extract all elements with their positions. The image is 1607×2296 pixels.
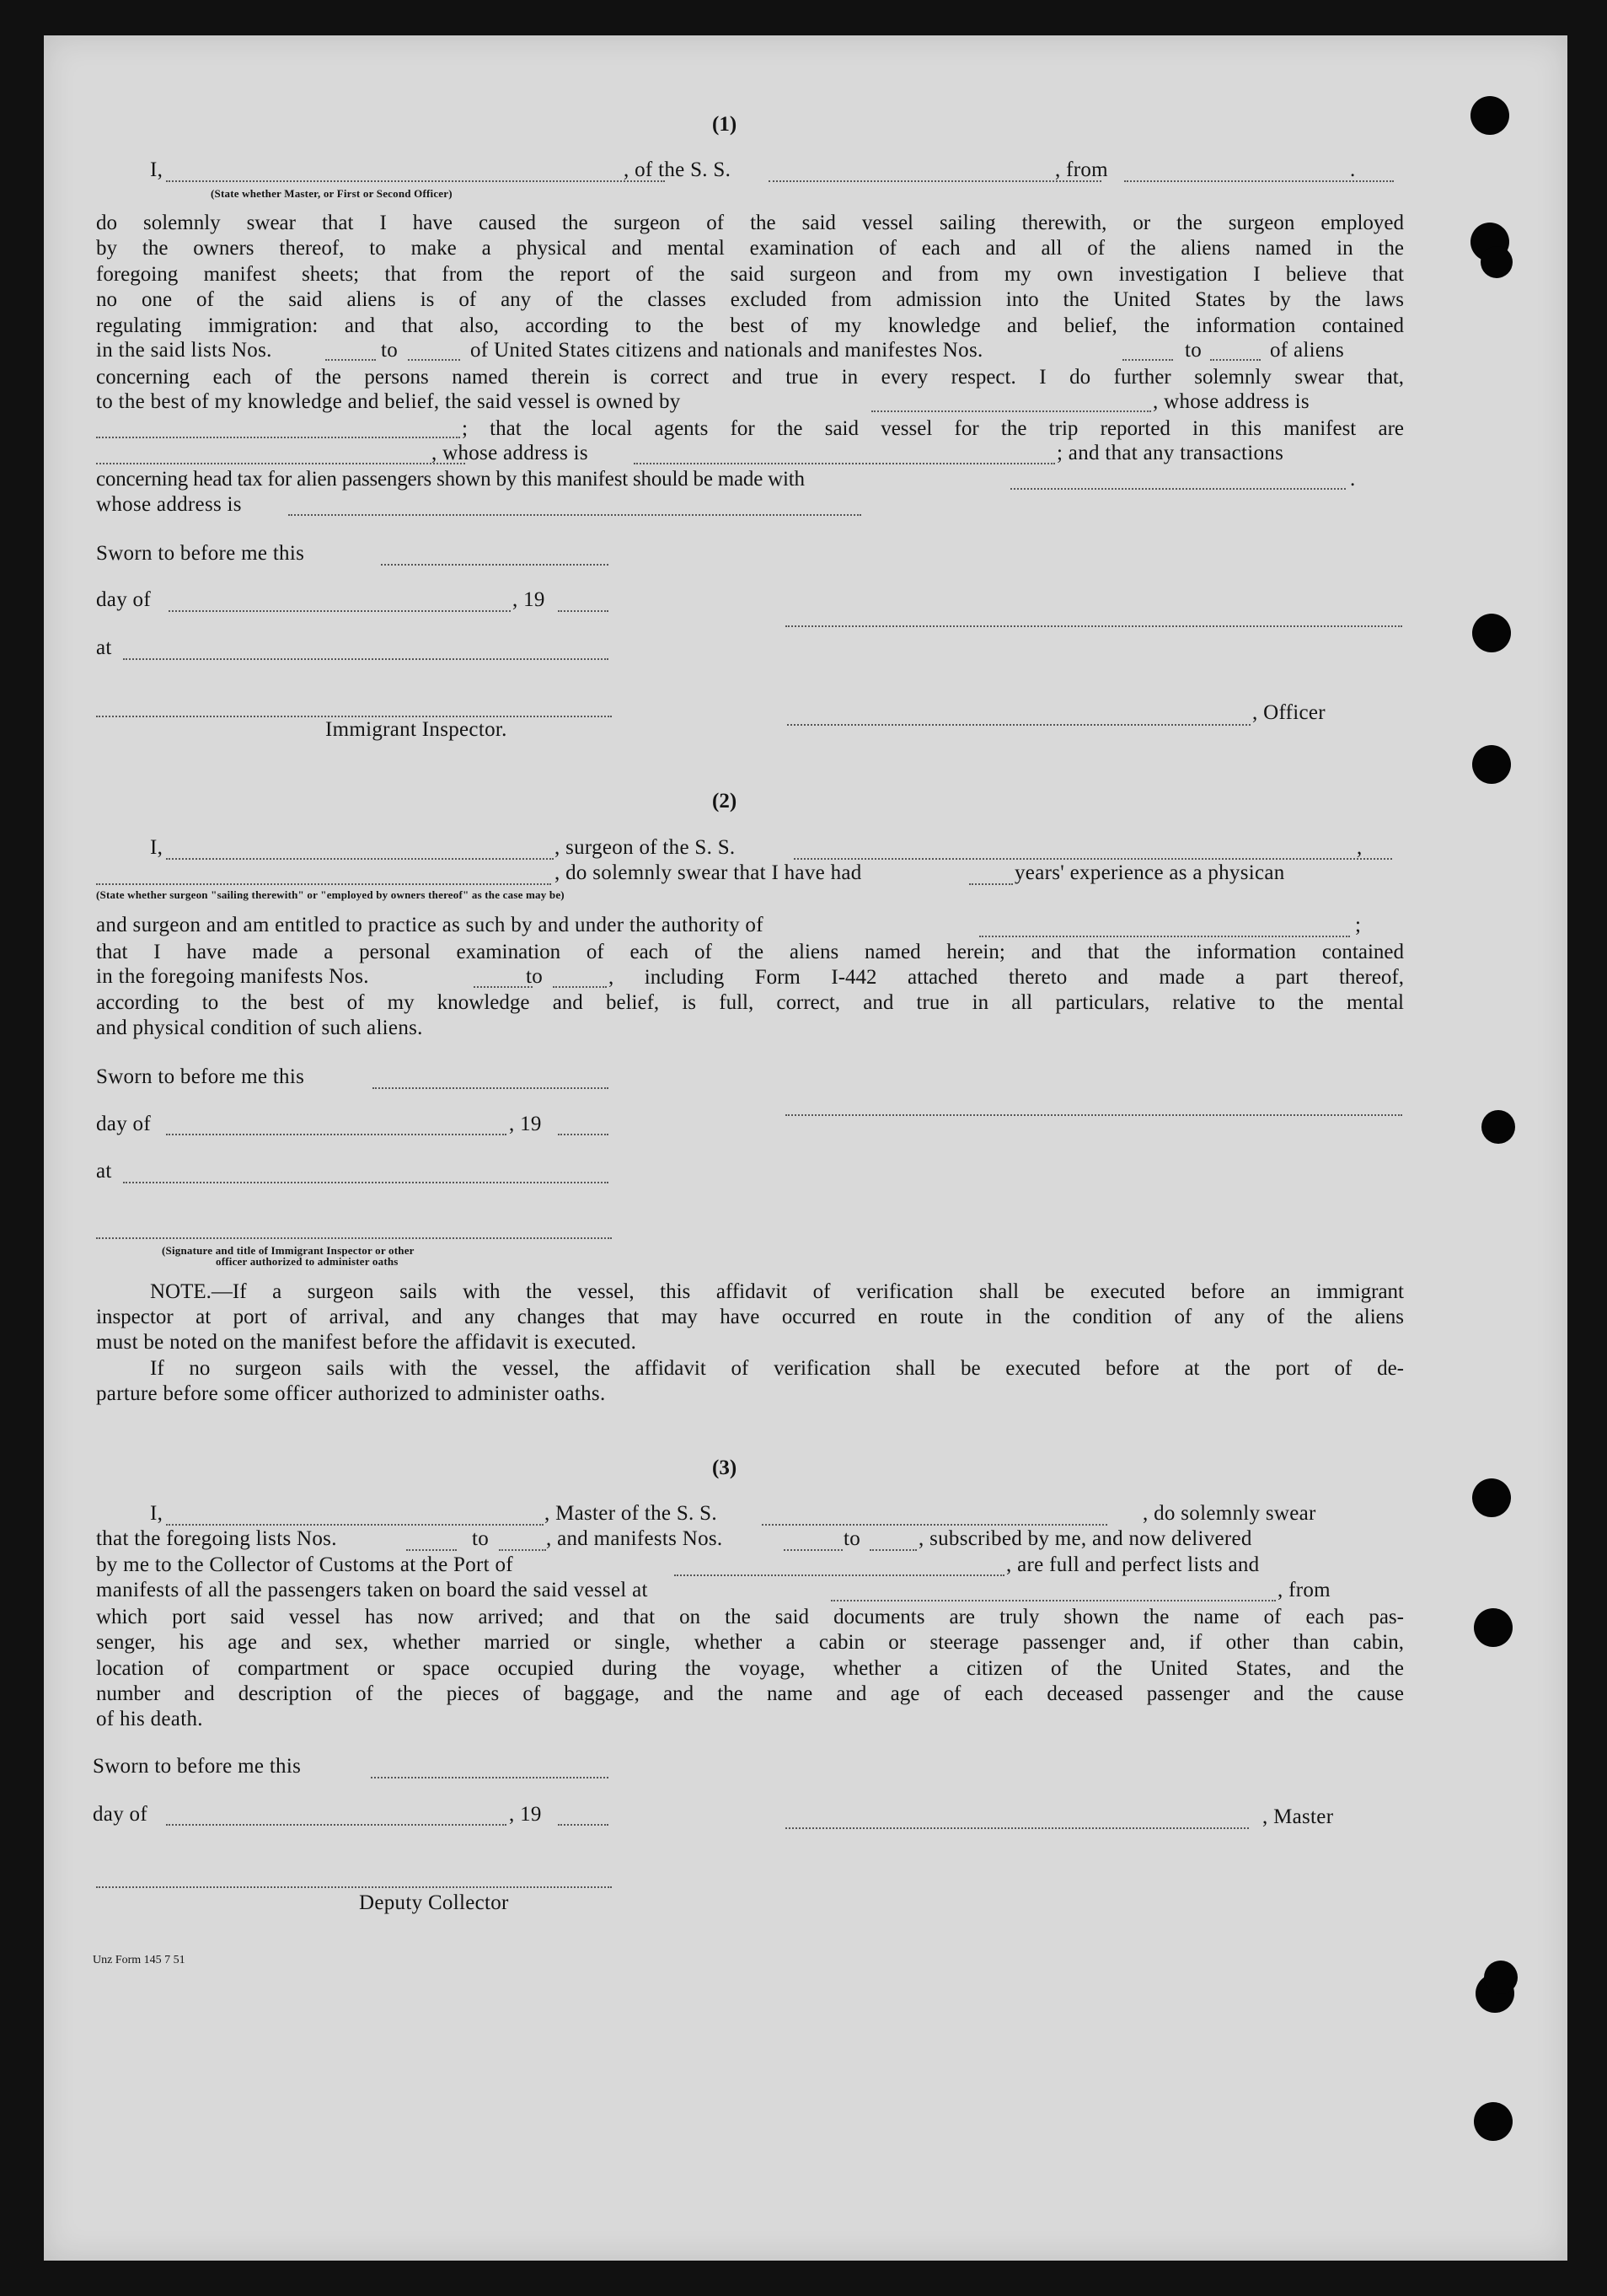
s1-line10-b: ; and that any transactions [1057, 442, 1284, 464]
s2-year: , 19 [509, 1113, 542, 1135]
s1-inspector: Immigrant Inspector. [325, 718, 507, 741]
s2-surgeon-name-blank [166, 858, 554, 860]
s2-experience: years' experience as a physican [1015, 861, 1285, 884]
s1-from: , from [1055, 158, 1108, 181]
punch-hole [1472, 745, 1511, 784]
s1-body-line-9: ; that the local agents for the said vessel for the trip reported in this manifest are [462, 417, 1404, 440]
s2-year-blank [558, 1134, 608, 1135]
s2-sworn: Sworn to before me this [96, 1065, 305, 1088]
s1-at: at [96, 636, 112, 659]
form-id: Unz Form 145 7 51 [93, 1954, 185, 1966]
s2-at: at [96, 1160, 112, 1183]
s1-lists-from-blank [325, 359, 376, 361]
s2-swear: , do solemnly swear that I have had [554, 861, 862, 884]
s3-sworn: Sworn to before me this [93, 1755, 302, 1778]
s1-period: . [1350, 158, 1356, 181]
s1-line8-b: , whose address is [1153, 390, 1310, 413]
s1-line6-e: of aliens [1270, 339, 1345, 362]
s1-agents-address-blank [634, 463, 1055, 464]
s1-body-line-4: no one of the said aliens is of any of the classes excluded from admission into the United States by the laws [96, 288, 1404, 311]
s1-officer-rank-blank [166, 180, 665, 182]
s3-port-blank [674, 1574, 1004, 1576]
s1-vessel-blank [769, 180, 1101, 182]
s3-body-line-2: senger, his age and sex, whether married or single, whether a cabin or steerage passenger and, if other than cabin, [96, 1631, 1404, 1654]
s2-line5-b: to [526, 965, 544, 988]
s1-year: , 19 [512, 588, 545, 611]
s2-day-blank [166, 1134, 506, 1135]
punch-hole [1472, 614, 1511, 652]
s3-collector-signature-blank [96, 1886, 612, 1888]
s1-officer-signature-blank-2 [787, 724, 1251, 726]
s3-body-line-4: number and description of the pieces of baggage, and the name and age of each deceased passenger and the cause [96, 1682, 1404, 1705]
s1-line6-c: of United States citizens and nationals and manifestes Nos. [470, 339, 983, 362]
punch-hole [1472, 1478, 1511, 1517]
s3-day-blank [166, 1824, 506, 1826]
punch-hole [1474, 1608, 1513, 1647]
s2-line5-a: in the foregoing manifests Nos. [96, 965, 369, 988]
s3-line4-b: , from [1278, 1579, 1331, 1601]
s2-line3-end: ; [1355, 914, 1362, 936]
s2-surgeon-of: , surgeon of the S. S. [554, 836, 736, 859]
s2-comma: , [1357, 836, 1363, 859]
s2-note-line-2: inspector at port of arrival, and any changes that may have occurred en route in the condition of any of the aliens [96, 1306, 1404, 1328]
s1-owner-address-blank [96, 437, 460, 438]
s2-surgeon-signature-blank [785, 1114, 1402, 1116]
s1-line10-a: , whose address is [431, 442, 588, 464]
section-3-heading: (3) [712, 1456, 737, 1479]
s3-lists-from-blank [406, 1549, 457, 1551]
s1-inspector-signature-blank [96, 716, 612, 717]
s1-manifests-to-blank [1210, 359, 1261, 361]
s3-manifests-from-blank [784, 1549, 843, 1551]
s3-lists-to-blank [499, 1549, 546, 1551]
s2-inspector-signature-blank [96, 1237, 612, 1239]
s3-deputy: Deputy Collector [359, 1891, 509, 1914]
s2-line6: according to the best of my knowledge and belief, is full, correct, and true in all particulars, relative to the mental [96, 991, 1404, 1014]
s3-day-of: day of [93, 1803, 147, 1826]
punch-hole [1470, 96, 1509, 135]
s3-body-line-3: location of compartment or space occupied during the voyage, whether a citizen of the United States, and the [96, 1657, 1404, 1680]
s2-note2-line-1: If no surgeon sails with the vessel, the affidavit of verification shall be executed before at the port of de- [150, 1357, 1404, 1380]
s1-year-blank [558, 610, 608, 612]
s3-year-blank [558, 1824, 608, 1826]
s1-body-line-1: do solemnly swear that I have caused the surgeon of the said vessel sailing therewith, or the surgeon employed [96, 212, 1404, 234]
s3-line2-e: , subscribed by me, and now delivered [919, 1527, 1252, 1550]
s2-signature-note-2: officer authorized to administer oaths [216, 1255, 399, 1268]
s3-swear: , do solemnly swear [1143, 1502, 1316, 1525]
s2-note-line-1: NOTE.—If a surgeon sails with the vessel, this affidavit of verification shall be executed before an immigrant [150, 1280, 1404, 1303]
s3-line2-a: that the foregoing lists Nos. [96, 1527, 337, 1550]
s3-master-name-blank [166, 1524, 544, 1526]
punch-hole [1481, 246, 1513, 278]
s2-status-note: (State whether surgeon "sailing therewith" or "employed by owners thereof" as the case may be) [96, 888, 565, 901]
s2-vessel-blank [794, 858, 1392, 860]
s1-line12: whose address is [96, 493, 242, 516]
s1-day-of: day of [96, 588, 151, 611]
s3-line3-b: , are full and perfect lists and [1006, 1553, 1260, 1576]
s1-headtax-address-blank [288, 514, 861, 516]
s2-note-line-3: must be noted on the manifest before the affidavit is executed. [96, 1331, 637, 1354]
s3-master-of: , Master of the S. S. [544, 1502, 717, 1525]
s1-line11: concerning head tax for alien passengers shown by this manifest should be made with [96, 468, 805, 491]
s2-line4: that I have made a personal examination of each of the aliens named herein; and that the information contained [96, 941, 1404, 963]
s3-departure-port-blank [831, 1600, 1276, 1601]
s2-signature-note-1: (Signature and title of Immigrant Inspector or other [162, 1244, 415, 1257]
s2-i: I, [150, 836, 163, 859]
s1-headtax-blank [1010, 488, 1346, 490]
s1-line6-d: to [1185, 339, 1203, 362]
s1-at-blank [123, 658, 608, 660]
s1-sworn-blank [381, 564, 608, 566]
s1-body-line-7: concerning each of the persons named therein is correct and true in every respect. I do further solemnly swear that, [96, 366, 1404, 389]
punch-hole [1484, 1961, 1518, 1994]
s2-manifests-to-blank [553, 986, 607, 988]
s2-sworn-blank [372, 1087, 608, 1089]
s1-body-line-2: by the owners thereof, to make a physical and mental examination of each and all of the aliens named in the [96, 237, 1404, 260]
s1-agents-blank [96, 463, 465, 464]
s3-line2-c: , and manifests Nos. [546, 1527, 723, 1550]
s1-body-line-5: regulating immigration: and that also, according to the best of my knowledge and belief, the information contained [96, 314, 1404, 337]
s3-manifests-to-blank [870, 1549, 917, 1551]
s2-line5-c: , including Form I-442 attached thereto and made a part thereof, [608, 966, 1404, 989]
s1-body-line-3: foregoing manifest sheets; that from the report of the said surgeon and from my own investigation I believe that [96, 263, 1404, 286]
s3-line4-a: manifests of all the passengers taken on board the said vessel at [96, 1579, 648, 1601]
section-1-heading: (1) [712, 113, 737, 136]
s1-line6-a: in the said lists Nos. [96, 339, 272, 362]
s2-at-blank [123, 1182, 608, 1183]
s3-year: , 19 [509, 1803, 542, 1826]
s1-line11-end: . [1350, 468, 1356, 491]
section-2-heading: (2) [712, 790, 737, 813]
s2-note2-line-2: parture before some officer authorized to administer oaths. [96, 1382, 606, 1405]
s3-vessel-blank [762, 1524, 1107, 1526]
s2-day-of: day of [96, 1113, 151, 1135]
s3-body-line-1: which port said vessel has now arrived; and that on the said documents are truly shown the name of each pas- [96, 1606, 1404, 1628]
s1-i: I, [150, 158, 163, 181]
manifest-affidavit-page [44, 35, 1567, 2261]
s3-line2-d: to [844, 1527, 861, 1550]
s3-line2-b: to [472, 1527, 490, 1550]
s2-manifests-from-blank [474, 986, 533, 988]
s3-line3-a: by me to the Collector of Customs at the Port of [96, 1553, 513, 1576]
s1-officer: , Officer [1252, 701, 1326, 724]
s2-sailing-status-blank [96, 883, 551, 885]
s1-line6-b: to [381, 339, 399, 362]
s1-of-ss: , of the S. S. [624, 158, 731, 181]
s1-line8-a: to the best of my knowledge and belief, the said vessel is owned by [96, 390, 681, 413]
s2-line7: and physical condition of such aliens. [96, 1017, 423, 1039]
s3-sworn-blank [371, 1777, 608, 1778]
s3-i: I, [150, 1502, 163, 1525]
s1-manifests-from-blank [1122, 359, 1173, 361]
s1-sworn: Sworn to before me this [96, 542, 305, 565]
s1-lists-to-blank [408, 359, 460, 361]
s2-years-blank [969, 883, 1013, 885]
s3-master: , Master [1262, 1805, 1334, 1828]
s1-officer-signature-blank-1 [785, 625, 1402, 627]
punch-hole [1474, 2102, 1513, 2141]
s2-line3: and surgeon and am entitled to practice as such by and under the authority of [96, 914, 763, 936]
punch-hole [1481, 1110, 1515, 1144]
s2-authority-blank [979, 936, 1350, 937]
s1-rank-note: (State whether Master, or First or Second Officer) [211, 187, 453, 200]
s1-day-blank [169, 610, 511, 612]
s1-owner-blank [871, 410, 1151, 412]
s3-body-last: of his death. [96, 1708, 203, 1730]
s3-master-signature-blank [785, 1827, 1249, 1829]
